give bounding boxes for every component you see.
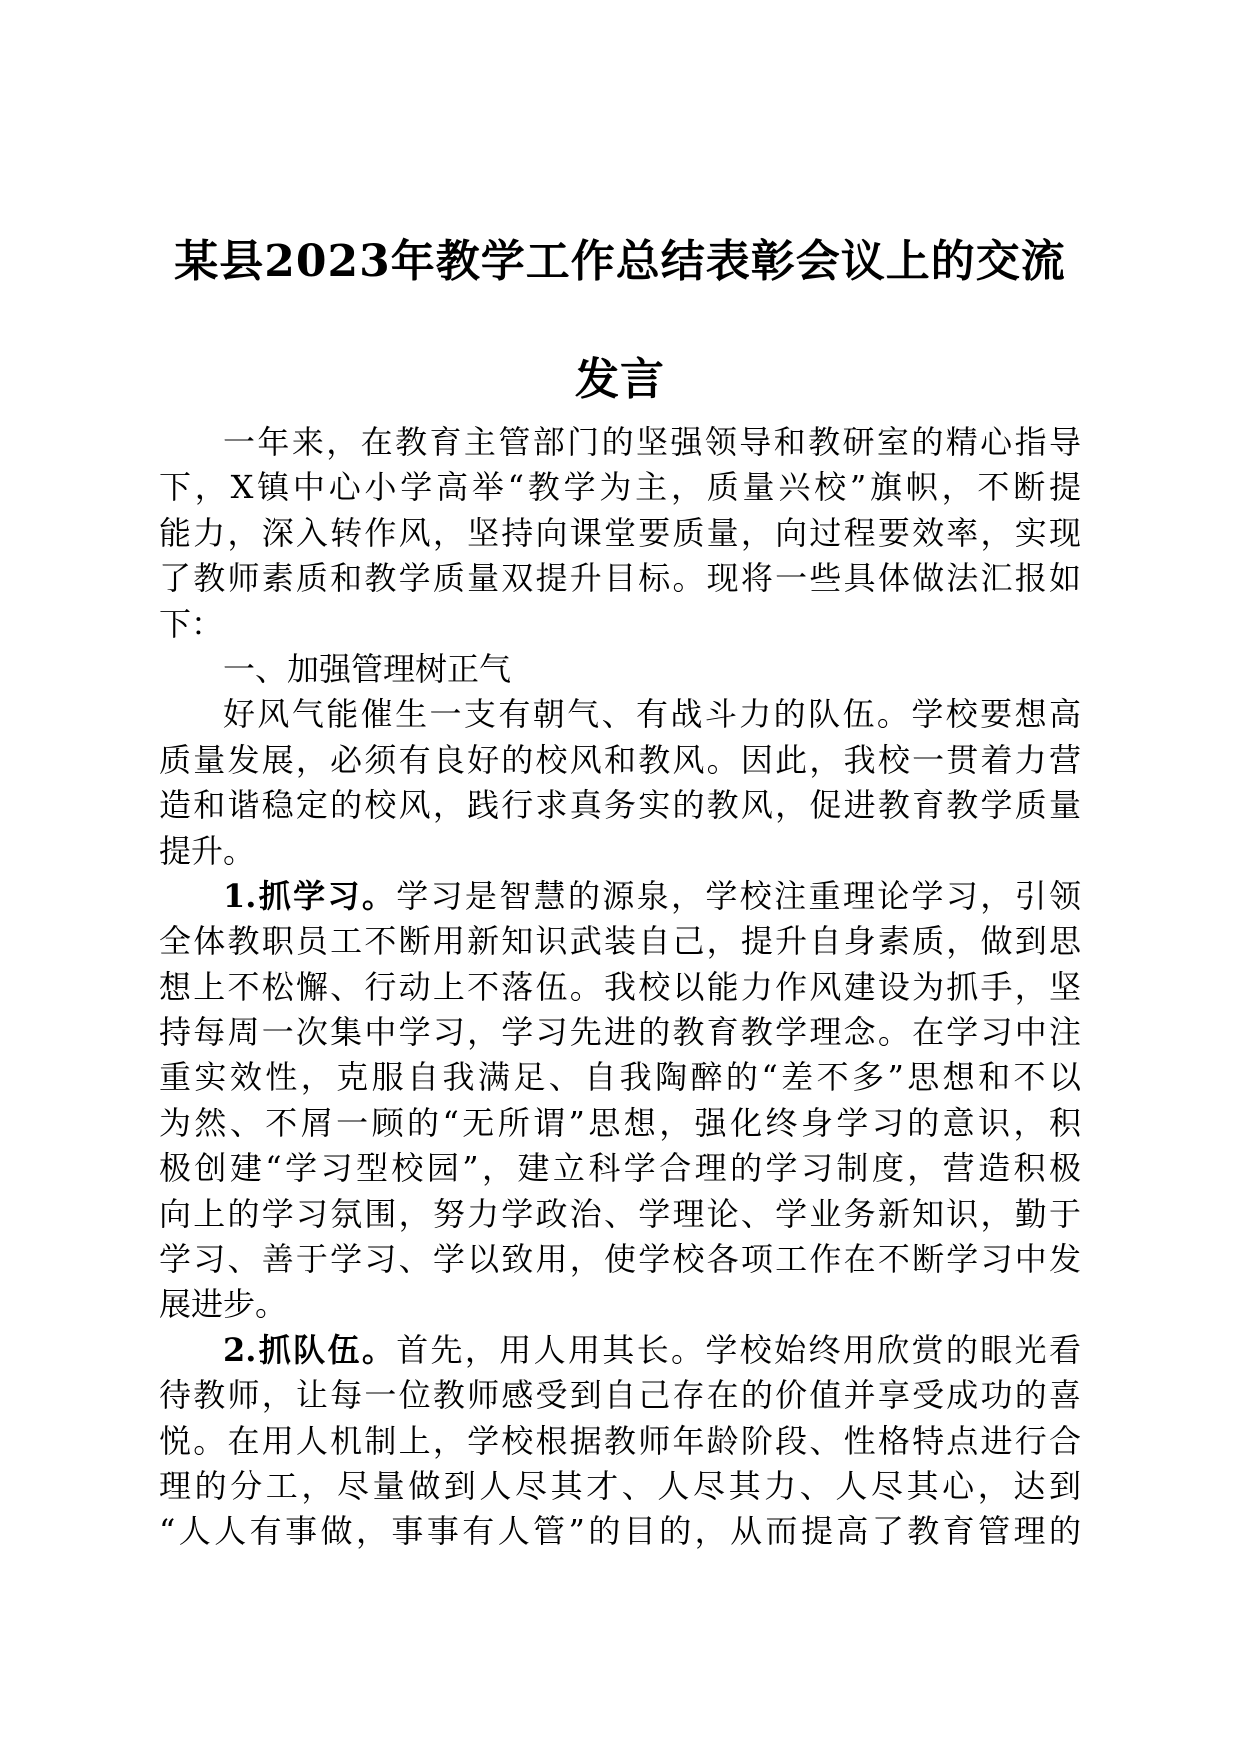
paragraph-line: 质量发展，必须有良好的校风和教风。因此，我校一贯着力营 <box>159 740 1081 779</box>
paragraph-line: 极创建“学习型校园”，建立科学合理的学习制度，营造积极 <box>159 1149 1081 1188</box>
paragraph-line: 向上的学习氛围，努力学政治、学理论、学业务新知识，勤于 <box>159 1194 1081 1233</box>
subsection-lead: 1.抓学习。 <box>223 876 397 915</box>
paragraph-text: 首先，用人用其长。学校始终用欣赏的眼光看 <box>396 1330 1081 1369</box>
paragraph-line: 为然、不屑一顾的“无所谓”思想，强化终身学习的意识，积 <box>159 1103 1081 1142</box>
paragraph-line: 重实效性，克服自我满足、自我陶醉的“差不多”思想和不以 <box>159 1058 1081 1097</box>
paragraph-line: 理的分工，尽量做到人尽其才、人尽其力、人尽其心，达到 <box>159 1466 1081 1505</box>
paragraph-line: 想上不松懈、行动上不落伍。我校以能力作风建设为抓手，坚 <box>159 967 1081 1006</box>
paragraph-text: 学习是智慧的源泉，学校注重理论学习，引领 <box>396 876 1081 915</box>
paragraph-line: 下： <box>159 604 224 643</box>
paragraph-line: 待教师，让每一位教师感受到自己存在的价值并享受成功的喜 <box>159 1376 1081 1415</box>
paragraph-line: 提升。 <box>159 831 256 870</box>
paragraph-line: 了教师素质和教学质量双提升目标。现将一些具体做法汇报如 <box>159 559 1081 598</box>
paragraph-line: 展进步。 <box>159 1285 288 1324</box>
document-title-line-2: 发言 <box>575 354 665 405</box>
document-body <box>159 420 1081 1555</box>
paragraph-line: 持每周一次集中学习，学习先进的教育教学理念。在学习中注 <box>159 1013 1081 1052</box>
paragraph-line: 造和谐稳定的校风，践行求真务实的教风，促进教育教学质量 <box>159 786 1081 825</box>
paragraph-line <box>159 874 1081 919</box>
paragraph-line: 全体教职员工不断用新知识武装自己，提升自身素质，做到思 <box>159 922 1081 961</box>
paragraph-line: 一年来，在教育主管部门的坚强领导和教研室的精心指导 <box>223 423 1081 461</box>
paragraph-line: 下，X镇中心小学高举“教学为主，质量兴校”旗帜，不断提 <box>159 468 1081 507</box>
section-heading: 一、加强管理树正气 <box>223 649 512 688</box>
paragraph-line: 悦。在用人机制上，学校根据教师年龄阶段、性格特点进行合 <box>159 1421 1081 1460</box>
paragraph-line: 学习、善于学习、学以致用，使学校各项工作在不断学习中发 <box>159 1240 1081 1279</box>
document-title-line-1: 某县2023年教学工作总结表彰会议上的交流 <box>174 236 1066 287</box>
subsection-lead: 2.抓队伍。 <box>223 1330 397 1369</box>
paragraph-line <box>159 1328 1081 1373</box>
paragraph-line: 好风气能催生一支有朝气、有战斗力的队伍。学校要想高 <box>223 695 1081 734</box>
paragraph-line: “人人有事做，事事有人管”的目的，从而提高了教育管理的 <box>159 1512 1081 1551</box>
paragraph-line: 能力，深入转作风，坚持向课堂要质量，向过程要效率，实现 <box>159 513 1081 552</box>
